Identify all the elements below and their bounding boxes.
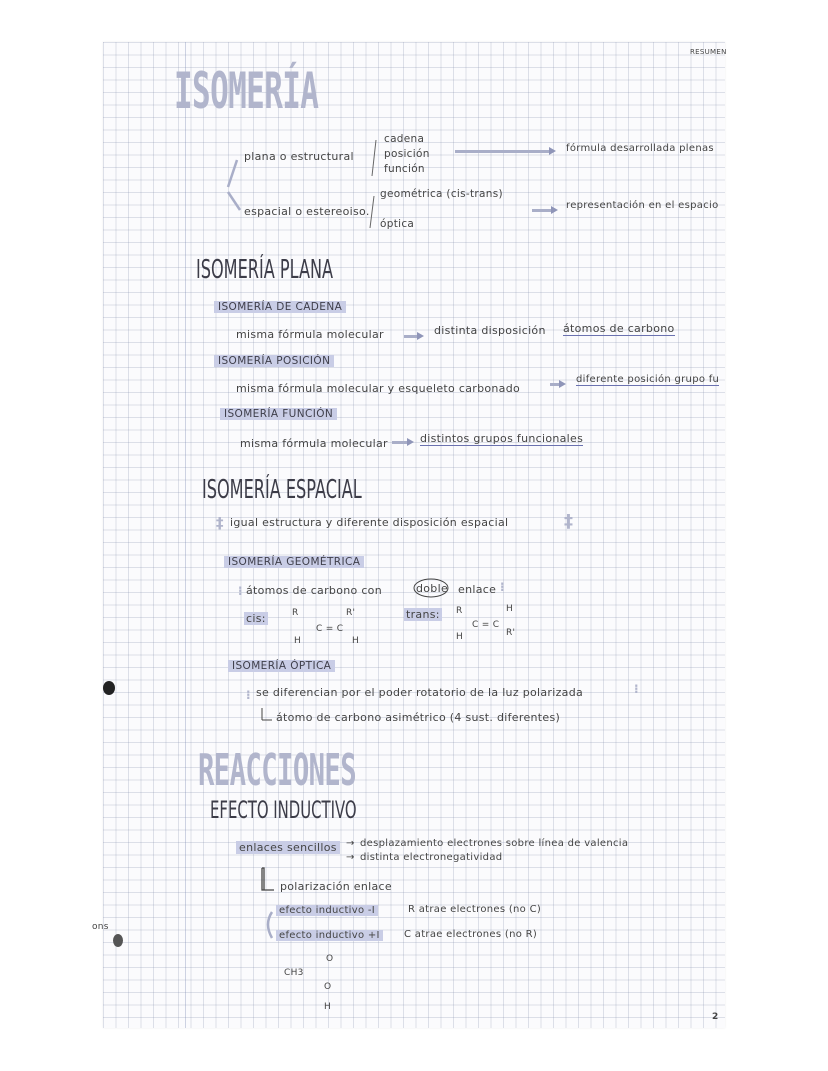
funcion-label: ISOMERÍA FUNCIÓN <box>220 408 337 420</box>
tree-espacial-item-2: óptica <box>380 218 415 230</box>
cis-center: C = C <box>316 624 344 634</box>
highlight-mark-icon: ⁝ <box>500 580 505 594</box>
posicion-label: ISOMERÍA POSICIÓN <box>214 355 334 367</box>
trans-label: trans: <box>406 608 440 621</box>
efecto-neg-text: R atrae electrones (no C) <box>408 904 542 915</box>
cadena-label: ISOMERÍA DE CADENA <box>214 301 346 313</box>
reacciones-title: REACCIONES <box>198 745 357 796</box>
posicion-left: misma fórmula molecular y esqueleto carbonado <box>236 382 521 395</box>
arrow-icon <box>550 383 560 386</box>
highlight-mark-icon: ‡ <box>216 514 224 532</box>
arrow-icon <box>404 335 418 338</box>
espacial-heading: ISOMERÍA ESPACIAL <box>202 475 362 505</box>
arrow-icon <box>455 150 550 153</box>
highlight-mark-icon: ⁝ <box>238 584 243 598</box>
tree-espacial-item-1: geométrica (cis-trans) <box>380 188 503 200</box>
highlight-mark-icon: ‡ <box>564 511 573 532</box>
tree-plana-item-3: función <box>384 163 425 175</box>
efecto-inductivo-heading: EFECTO INDUCTIVO <box>210 796 357 824</box>
polarizacion: polarización enlace <box>280 880 392 893</box>
cis-label: cis: <box>246 612 266 625</box>
molecule-group: CH3 <box>284 968 304 978</box>
optica-label: ISOMERÍA ÓPTICA <box>228 660 335 672</box>
bullet-1: desplazamiento electrones sobre línea de valencia <box>360 838 629 849</box>
efecto-pos-text: C atrae electrones (no R) <box>404 929 538 940</box>
funcion-underlined: distintos grupos funcionales <box>420 432 584 445</box>
geometrica-text-before: átomos de carbono con <box>246 584 382 597</box>
efecto-pos-label: efecto inductivo +I <box>276 930 383 941</box>
tree-plana-result: fórmula desarrollada plenas <box>566 143 714 154</box>
trans-tl: R <box>456 606 463 616</box>
bullet-2: distinta electronegatividad <box>360 852 503 863</box>
trans-tr: H <box>506 604 514 614</box>
tree-plana-item-1: cadena <box>384 133 425 145</box>
efecto-neg-label: efecto inductivo -I <box>276 905 378 916</box>
corner-label: RESUMEN <box>690 48 727 56</box>
margin-note: ons <box>92 922 109 932</box>
tree-espacial-result: representación en el espacio <box>566 200 719 211</box>
highlight-mark-icon: ⁝ <box>246 688 251 702</box>
highlight-mark-icon: ⁝ <box>634 682 639 696</box>
page-title: ISOMERÍA <box>174 62 319 120</box>
optica-text: se diferencian por el poder rotatorio de la luz polarizada <box>256 686 584 699</box>
cadena-right: distinta disposición <box>434 324 546 337</box>
cis-tl: R <box>292 608 299 618</box>
molecule-h: H <box>324 1002 332 1012</box>
geometrica-text-after: enlace <box>458 583 497 596</box>
page-number: 2 <box>712 1012 719 1022</box>
cadena-underlined: átomos de carbono <box>563 322 675 335</box>
cis-tr: R' <box>346 608 356 618</box>
tree-plana-item-2: posición <box>384 148 430 160</box>
espacial-definition: igual estructura y diferente disposición espacial <box>230 516 509 529</box>
cis-br: H <box>352 636 360 646</box>
geometrica-label: ISOMERÍA GEOMÉTRICA <box>224 556 364 568</box>
trans-br: R' <box>506 628 516 638</box>
bullet-arrow-icon: → <box>346 852 355 863</box>
arrow-icon <box>392 441 408 444</box>
arrow-icon <box>532 209 552 212</box>
cis-bl: H <box>294 636 302 646</box>
tree-plana: plana o estructural <box>244 150 354 163</box>
enlaces-label: enlaces sencillos <box>236 841 340 854</box>
posicion-underlined: diferente posición grupo fu <box>576 374 720 385</box>
funcion-left: misma fórmula molecular <box>240 437 388 450</box>
geometrica-circled: doble <box>416 582 449 595</box>
trans-bl: H <box>456 632 464 642</box>
molecule-o-bottom: O <box>324 982 332 992</box>
cadena-left: misma fórmula molecular <box>236 328 384 341</box>
plana-heading: ISOMERÍA PLANA <box>196 255 334 285</box>
optica-sub: átomo de carbono asimétrico (4 sust. diferentes) <box>276 711 561 724</box>
tree-espacial: espacial o estereoiso. <box>244 205 370 218</box>
molecule-o-top: O <box>326 954 334 964</box>
trans-center: C = C <box>472 620 500 630</box>
bullet-arrow-icon: → <box>346 838 355 849</box>
